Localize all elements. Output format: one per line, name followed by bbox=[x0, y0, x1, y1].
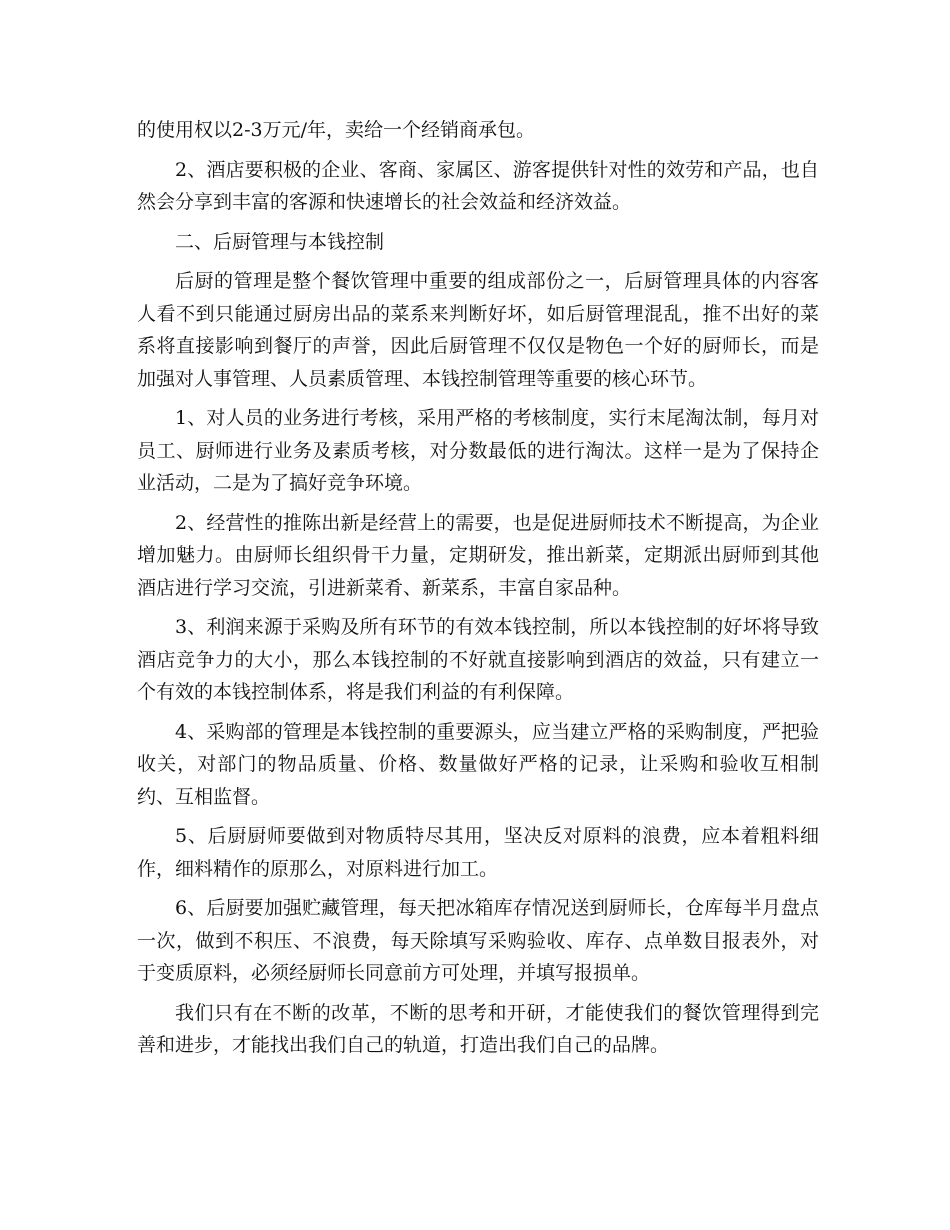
section-heading-kitchen-cost-control: 二、后厨管理与本钱控制 bbox=[175, 230, 385, 253]
document-body bbox=[137, 114, 819, 1069]
paragraph-item-2-customers: 2、酒店要积极的企业、客商、家属区、游客提供针对性的效劳和产品，也自然会分享到丰富的客源和快速增长的社会效益和经济效益。 bbox=[137, 158, 819, 213]
paragraph-conclusion: 我们只有在不断的改革，不断的思考和开研，才能使我们的餐饮管理得到完善和进步，才能找出我们自己的轨道，打造出我们自己的品牌。 bbox=[137, 1001, 819, 1056]
paragraph-item-1-assessment: 1、对人员的业务进行考核，采用严格的考核制度，实行末尾淘汰制，每月对员工、厨师进行业务及素质考核，对分数最低的进行淘汰。这样一是为了保持企业活动，二是为了搞好竞争环境。 bbox=[137, 407, 819, 494]
paragraph-item-3-profit: 3、利润来源于采购及所有环节的有效本钱控制，所以本钱控制的好坏将导致酒店竞争力的大小，那么本钱控制的不好就直接影响到酒店的效益，只有建立一个有效的本钱控制体系，将是我们利益的有利保障。 bbox=[137, 616, 819, 703]
paragraph-item-4-purchasing: 4、采购部的管理是本钱控制的重要源头，应当建立严格的采购制度，严把验收关，对部门的物品质量、价格、数量做好严格的记录，让采购和验收互相制约、互相监督。 bbox=[137, 720, 819, 808]
paragraph-kitchen-management-intro: 后厨的管理是整个餐饮管理中重要的组成部份之一，后厨管理具体的内容客人看不到只能通过厨房出品的菜系来判断好坏，如后厨管理混乱，推不出好的菜系将直接影响到餐厅的声誉，因此后厨管理不仅仅是物色一个好的厨师长，而是加强对人事管理、人员素质管理、本钱控制管理等重要的核心环节。 bbox=[137, 270, 819, 390]
paragraph-continuation: 的使用权以2-3万元/年，卖给一个经销商承包。 bbox=[137, 119, 535, 141]
paragraph-item-2-innovation: 2、经营性的推陈出新是经营上的需要，也是促进厨师技术不断提高，为企业增加魅力。由厨师长组织骨干力量，定期研发，推出新菜，定期派出厨师到其他酒店进行学习交流，引进新菜肴、新菜系，丰富自家品种。 bbox=[137, 511, 819, 599]
paragraph-item-5-materials: 5、后厨厨师要做到对物质特尽其用，坚决反对原料的浪费，应本着粗料细作，细料精作的原那么，对原料进行加工。 bbox=[137, 825, 819, 880]
paragraph-item-6-storage: 6、后厨要加强贮藏管理，每天把冰箱库存情况送到厨师长，仓库每半月盘点一次，做到不积压、不浪费，每天除填写采购验收、库存、点单数目报表外，对于变质原料，必须经厨师长同意前方可处理，并填写报损单。 bbox=[137, 897, 819, 984]
